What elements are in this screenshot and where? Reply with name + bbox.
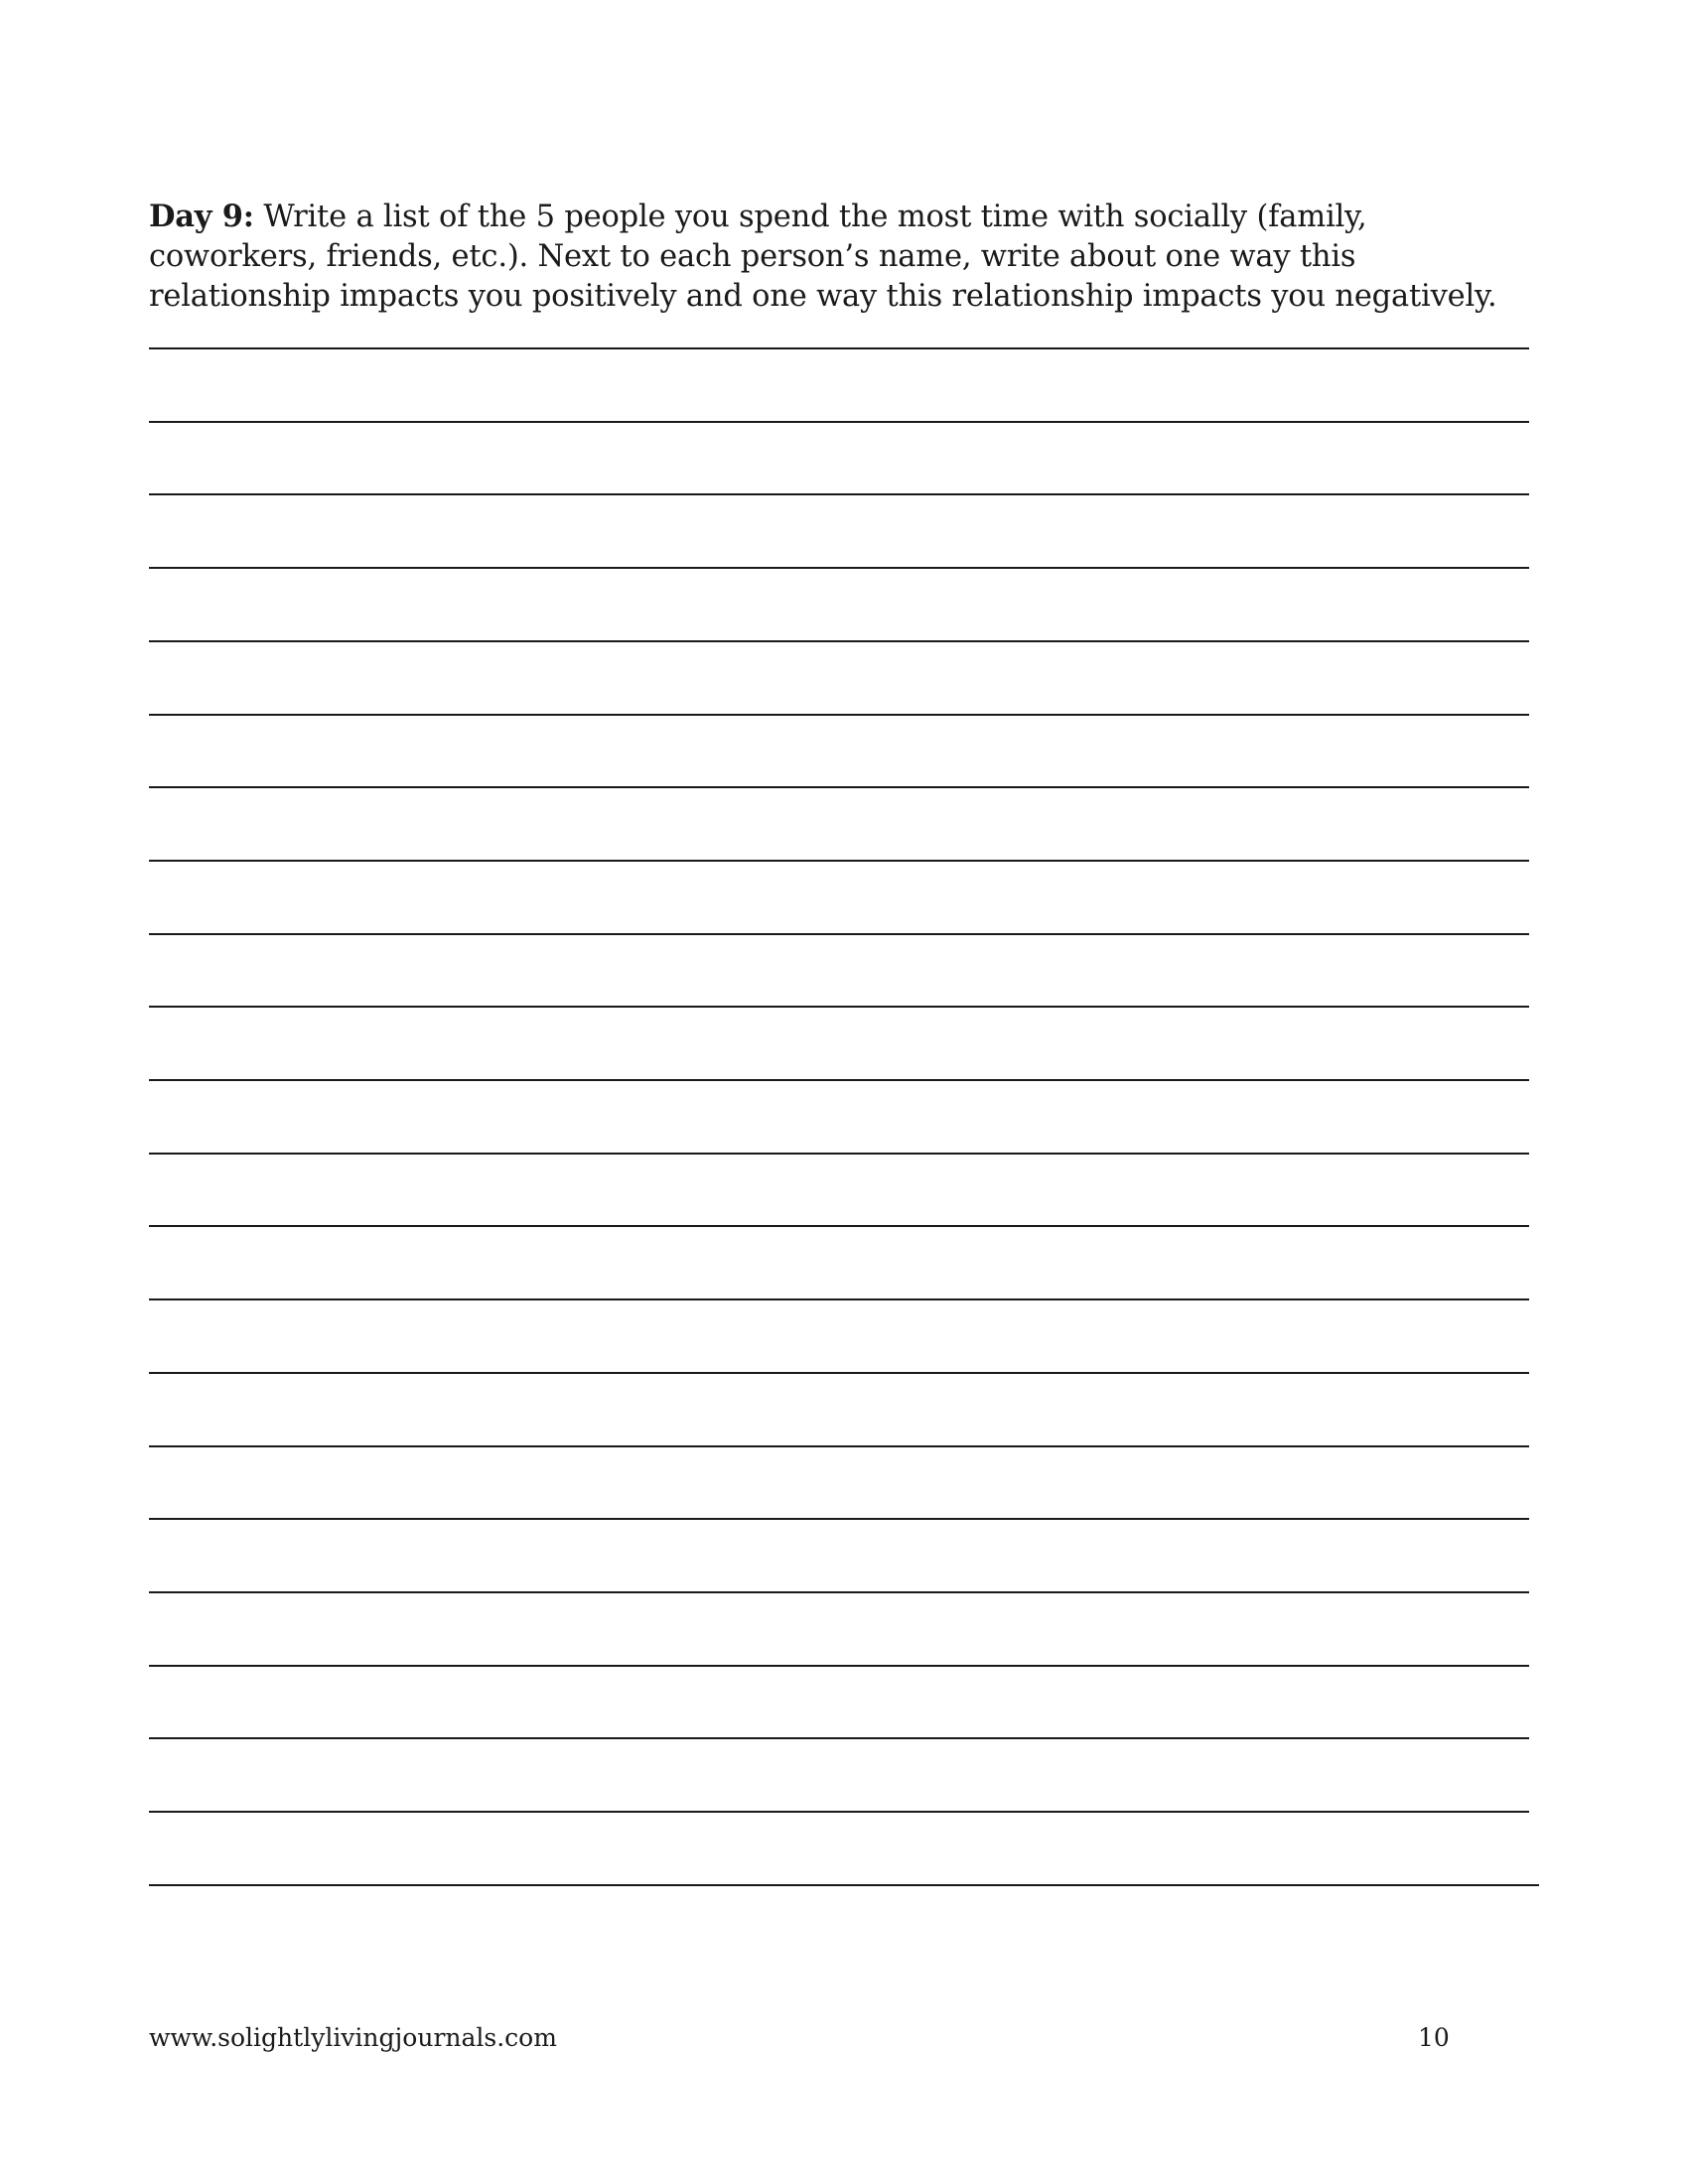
writing-line[interactable] [149, 714, 1529, 716]
writing-line[interactable] [149, 567, 1529, 569]
writing-line[interactable] [149, 1518, 1529, 1520]
day-label: Day 9: [149, 199, 254, 234]
journal-prompt [149, 197, 1539, 317]
writing-line[interactable] [149, 933, 1529, 935]
writing-line[interactable] [149, 860, 1529, 862]
writing-line[interactable] [149, 1006, 1529, 1008]
writing-line[interactable] [149, 347, 1529, 349]
writing-line[interactable] [149, 1591, 1529, 1593]
writing-line[interactable] [149, 493, 1529, 495]
writing-line[interactable] [149, 421, 1529, 423]
writing-line[interactable] [149, 1079, 1529, 1081]
writing-line[interactable] [149, 1372, 1529, 1374]
writing-line[interactable] [149, 1811, 1529, 1813]
writing-line[interactable] [149, 1225, 1529, 1227]
page-number: 10 [1418, 2023, 1450, 2052]
writing-line[interactable] [149, 1665, 1529, 1667]
writing-line[interactable] [149, 1298, 1529, 1300]
writing-line[interactable] [149, 1445, 1529, 1447]
footer-url: www.solightlylivingjournals.com [149, 2023, 557, 2052]
writing-line[interactable] [149, 1884, 1539, 1886]
writing-line[interactable] [149, 1737, 1529, 1739]
writing-line[interactable] [149, 786, 1529, 788]
writing-line[interactable] [149, 640, 1529, 642]
writing-line[interactable] [149, 1153, 1529, 1155]
prompt-text: Write a list of the 5 people you spend the most time with socially (family, coworkers, friends, etc.). Next to each person’s name, write about one way this relationship impacts you positively and one way this relationship impacts you negatively. [149, 200, 1497, 314]
